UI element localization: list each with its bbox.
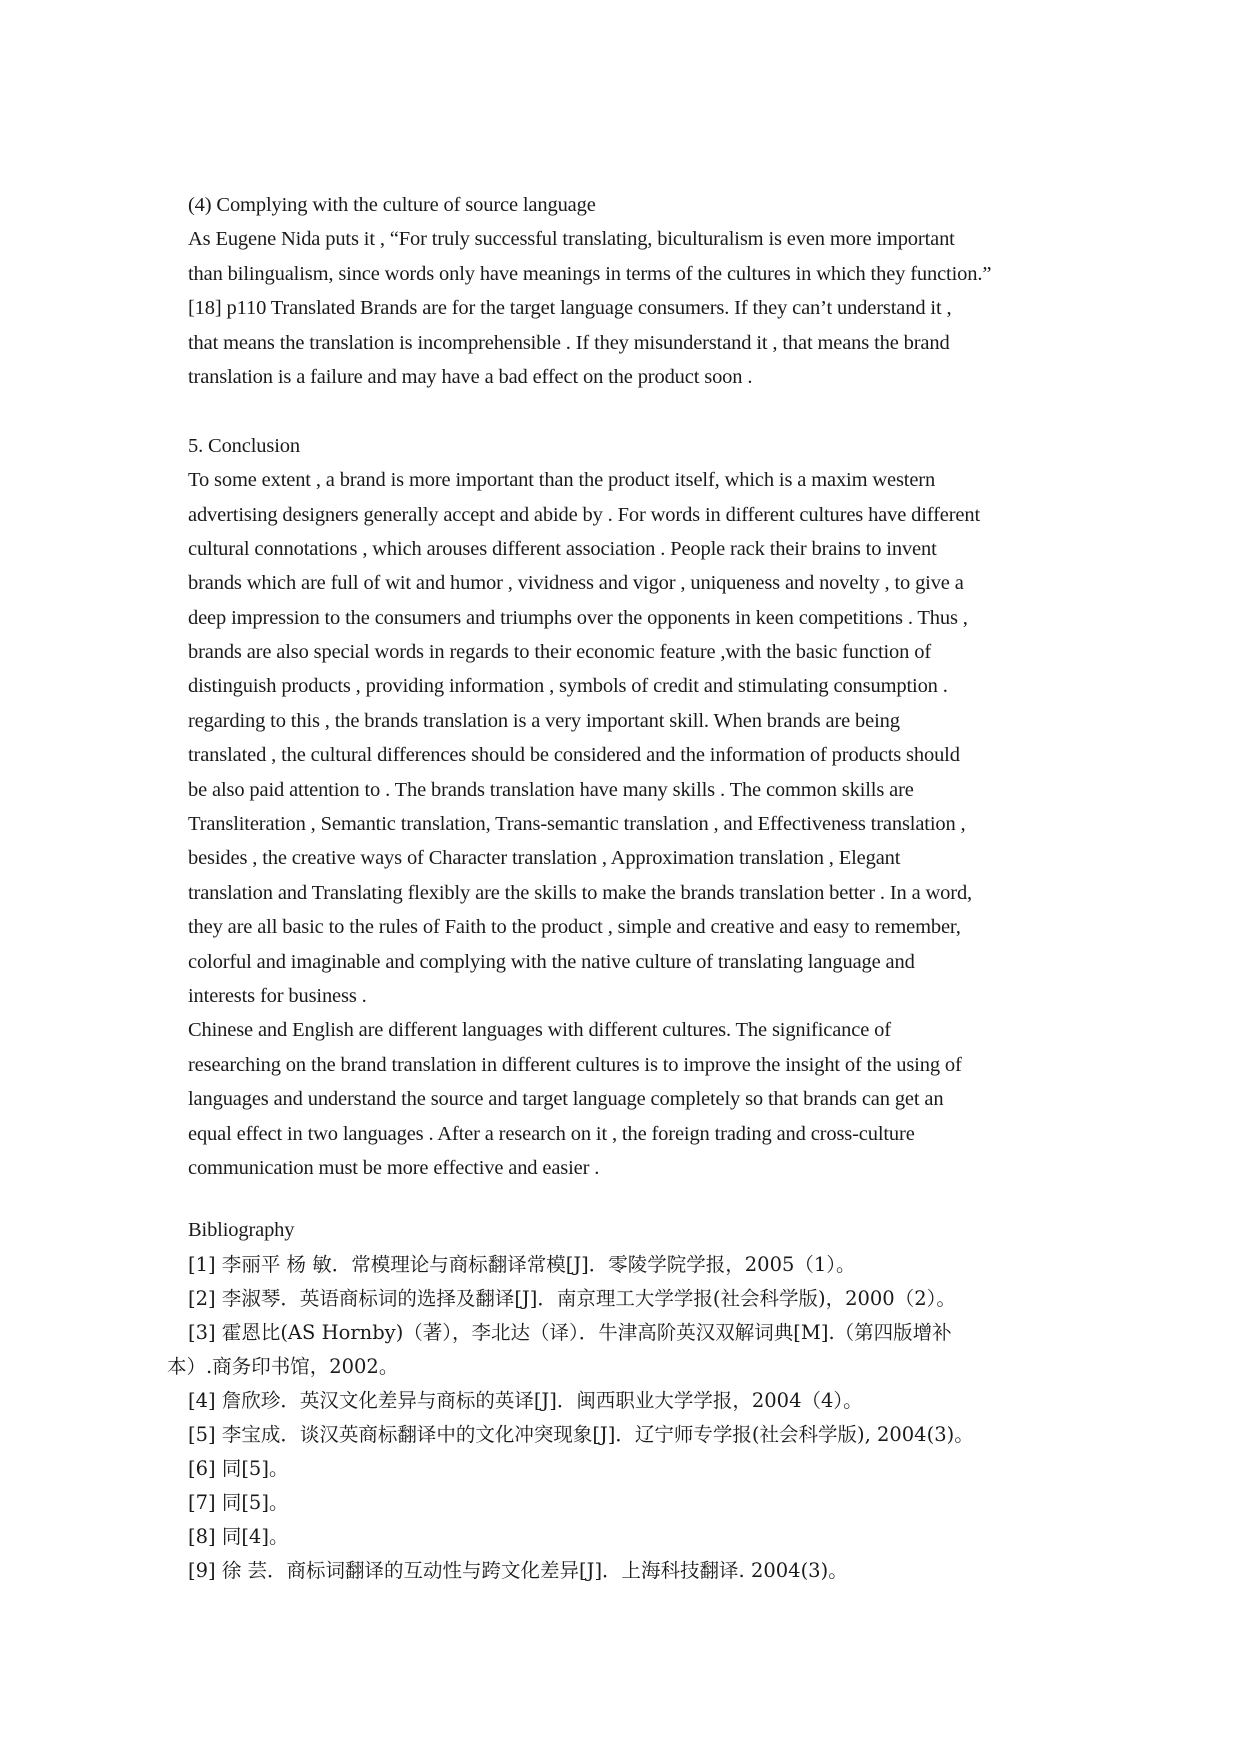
paragraph-line: As Eugene Nida puts it , “For truly successful translating, biculturalism is even more important xyxy=(188,228,955,251)
section4-paragraph xyxy=(188,222,1068,394)
paragraph-line: deep impression to the consumers and triumphs over the opponents in keen competitions . Thus , xyxy=(188,606,968,629)
blank-line xyxy=(188,1185,1068,1213)
paragraph-line: translation is a failure and may have a bad effect on the product soon . xyxy=(188,365,753,388)
paragraph-line: besides , the creative ways of Character translation , Approximation translation , Elegant xyxy=(188,847,901,870)
paragraph-line: interests for business . xyxy=(188,984,367,1007)
paragraph-line: advertising designers generally accept and abide by . For words in different cultures have different xyxy=(188,503,981,526)
paragraph-line: communication must be more effective and easier . xyxy=(188,1156,600,1179)
conclusion-heading: 5. Conclusion xyxy=(188,434,300,457)
conclusion-paragraph-1 xyxy=(188,463,1068,1013)
paragraph-line: cultural connotations , which arouses different association . People rack their brains to invent xyxy=(188,537,937,560)
paragraph-line: than bilingualism, since words only have meanings in terms of the cultures in which they function.” xyxy=(188,262,992,285)
paragraph-line: regarding to this , the brands translation is a very important skill. When brands are being xyxy=(188,709,900,732)
section-heading: (4) Complying with the culture of source language xyxy=(188,194,596,216)
paragraph-line: Chinese and English are different languages with different cultures. The significance of xyxy=(188,1019,891,1042)
paragraph-line: [18] p110 Translated Brands are for the target language consumers. If they can’t understand it , xyxy=(188,297,952,320)
bibliography-heading: Bibliography xyxy=(188,1219,295,1242)
bibliography-entry: [8] 同[4]。 xyxy=(188,1524,289,1548)
paragraph-line: brands which are full of wit and humor , vividness and vigor , uniqueness and novelty , to give a xyxy=(188,572,964,595)
blank-line xyxy=(188,394,1068,428)
paragraph-line: that means the translation is incomprehensible . If they misunderstand it , that means the brand xyxy=(188,331,950,354)
paragraph-line: equal effect in two languages . After a research on it , the foreign trading and cross-culture xyxy=(188,1122,915,1145)
paragraph-line: translated , the cultural differences should be considered and the information of products should xyxy=(188,744,960,767)
conclusion-paragraph-2 xyxy=(188,1013,1068,1185)
bibliography-entry: [1] 李丽平 杨 敏．常模理论与商标翻译常模[J]．零陵学院学报，2005（1）。 xyxy=(188,1252,856,1276)
paragraph-line: distinguish products , providing information , symbols of credit and stimulating consumption . xyxy=(188,675,948,698)
bibliography-entry: [6] 同[5]。 xyxy=(188,1456,289,1480)
bibliography-list xyxy=(167,1248,1068,1588)
paragraph-line: brands are also special words in regards to their economic feature ,with the basic function of xyxy=(188,641,931,664)
bibliography-entry: [9] 徐 芸．商标词翻译的互动性与跨文化差异[J]．上海科技翻译. 2004(3)。 xyxy=(188,1558,848,1582)
paragraph-line: To some extent , a brand is more important than the product itself, which is a maxim western xyxy=(188,469,936,492)
paragraph-line: languages and understand the source and target language completely so that brands can get an xyxy=(188,1088,944,1111)
paragraph-line: researching on the brand translation in different cultures is to improve the insight of the using of xyxy=(188,1053,962,1076)
document-page xyxy=(167,188,1068,1588)
paragraph-line: be also paid attention to . The brands translation have many skills . The common skills are xyxy=(188,778,914,801)
paragraph-line: Transliteration , Semantic translation, Trans-semantic translation , and Effectiveness translation , xyxy=(188,813,966,836)
bibliography-entry: [7] 同[5]。 xyxy=(188,1490,289,1514)
bibliography-entry: [4] 詹欣珍．英汉文化差异与商标的英译[J]．闽西职业大学学报，2004（4）。 xyxy=(188,1388,863,1412)
bibliography-entry: [3] 霍恩比(AS Hornby)（著），李北达（译）．牛津高阶英汉双解词典[M].（第四版增补 xyxy=(188,1320,952,1344)
paragraph-line: colorful and imaginable and complying with the native culture of translating language and xyxy=(188,950,915,973)
bibliography-entry: [5] 李宝成．谈汉英商标翻译中的文化冲突现象[J]．辽宁师专学报(社会科学版), 2004(3)。 xyxy=(188,1422,974,1446)
bibliography-entry: [2] 李淑琴．英语商标词的选择及翻译[J]．南京理工大学学报(社会科学版)，2000（2）。 xyxy=(188,1286,956,1310)
paragraph-line: they are all basic to the rules of Faith to the product , simple and creative and easy to remember, xyxy=(188,916,961,939)
bibliography-entry-continuation: 本）.商务印书馆，2002。 xyxy=(167,1354,399,1378)
paragraph-line: translation and Translating flexibly are the skills to make the brands translation better . In a word, xyxy=(188,881,973,904)
